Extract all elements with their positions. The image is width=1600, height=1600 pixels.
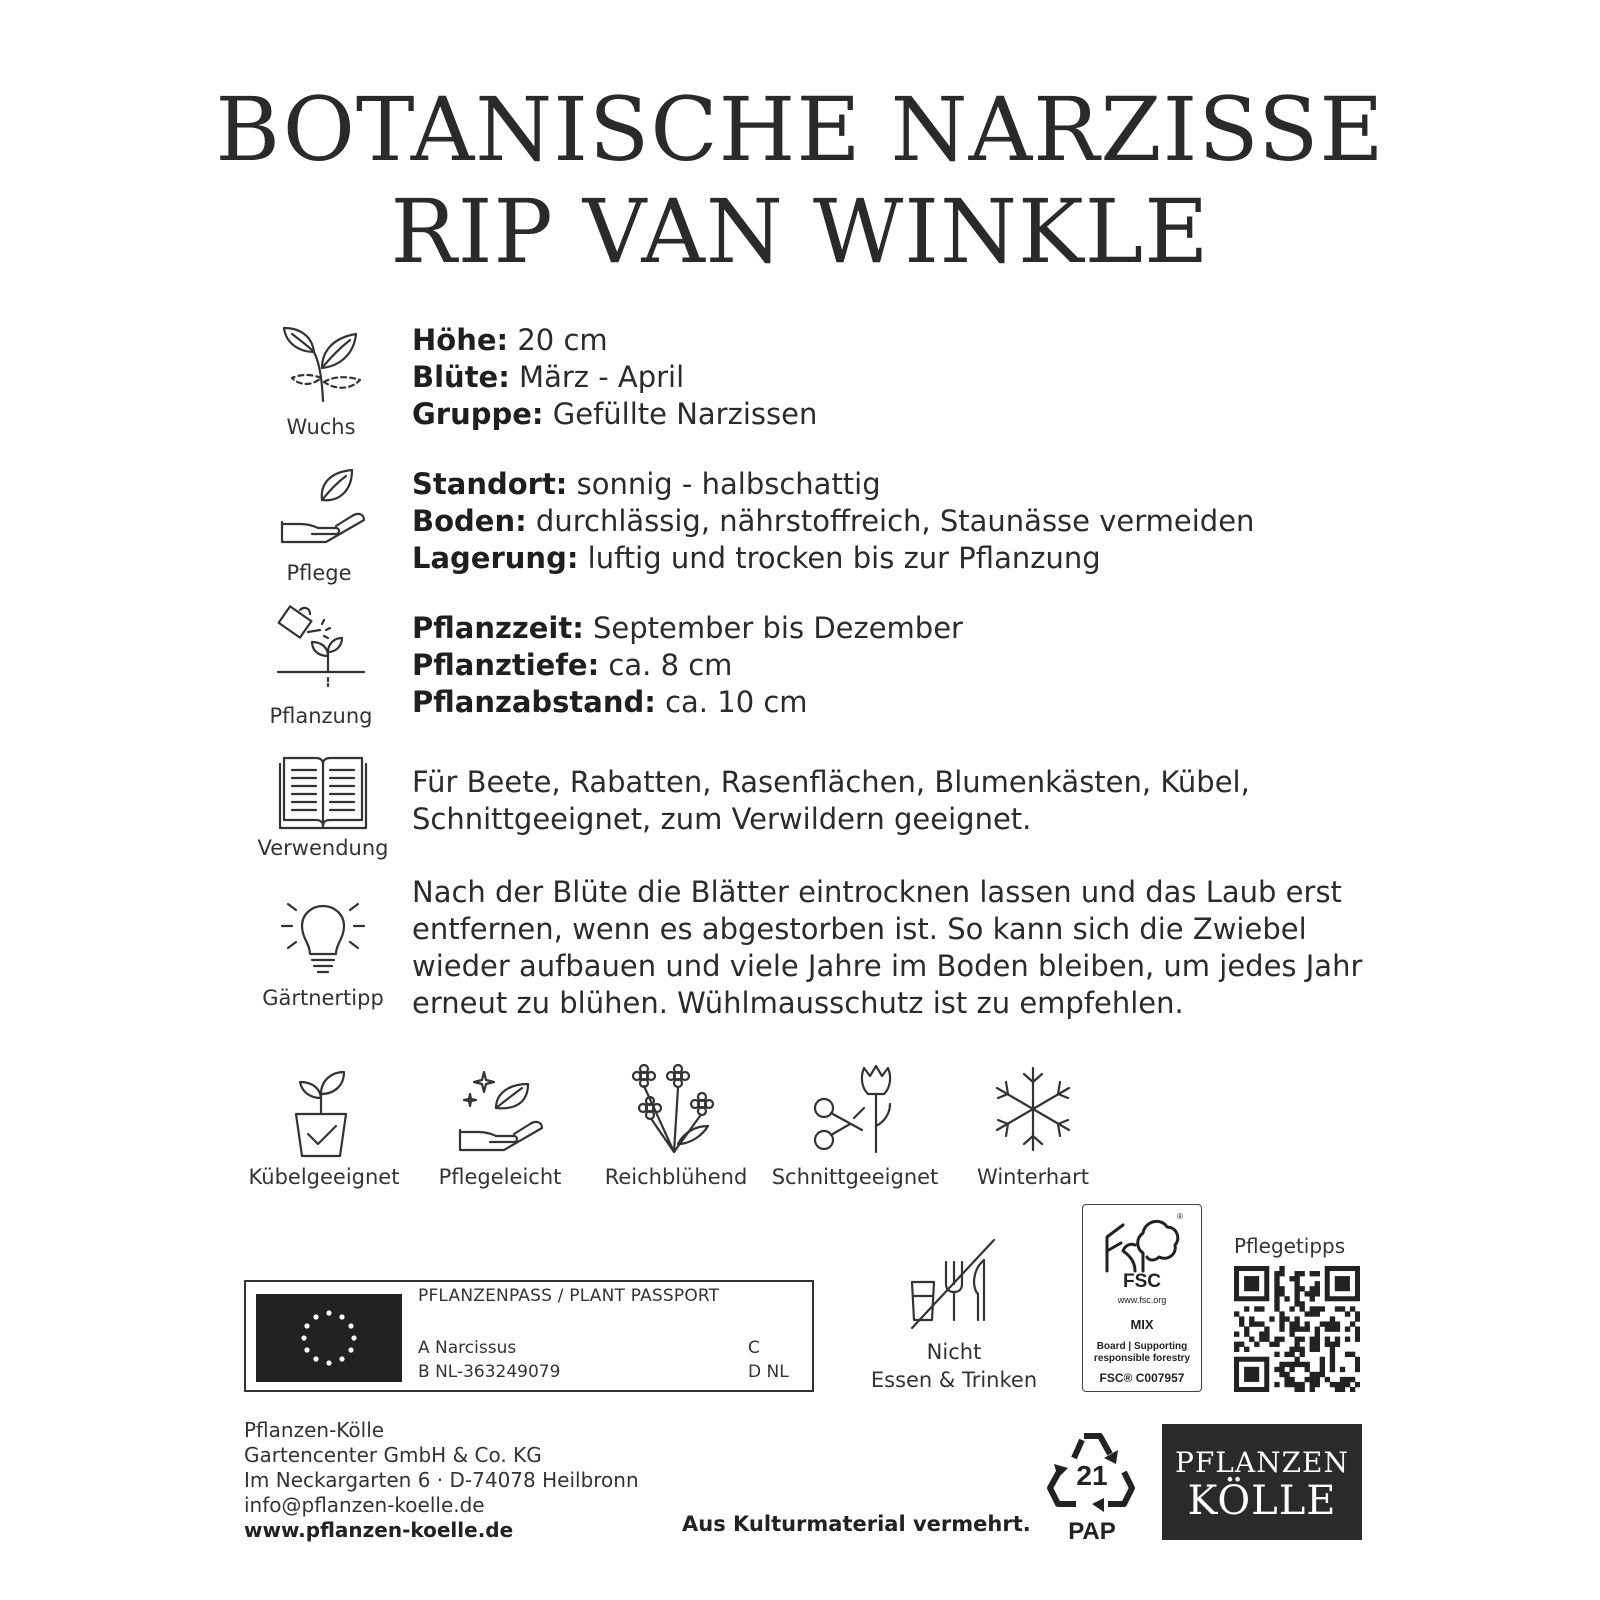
address-line: Im Neckargarten 6 · D-74078 Heilbronn xyxy=(244,1468,639,1492)
fsc-desc2: responsible forestry xyxy=(1093,1353,1191,1364)
section-label-verwendung: Verwendung xyxy=(257,836,389,860)
verwendung-info xyxy=(412,764,1250,838)
warning-line1: Nicht xyxy=(926,1340,982,1364)
passport-heading: PFLANZENPASS / PLANT PASSPORT xyxy=(418,1286,720,1306)
svg-text:®: ® xyxy=(1177,1212,1183,1221)
section-label-gaertnertipp: Gärtnertipp xyxy=(262,986,384,1010)
address-line: Pflanzen-Kölle xyxy=(244,1418,385,1442)
qr-label: Pflegetipps xyxy=(1234,1234,1346,1258)
product-title-line2: RIP VAN WINKLE xyxy=(390,180,1210,283)
potted-plant-check-icon xyxy=(276,1068,366,1158)
address-email[interactable]: info@pflanzen-koelle.de xyxy=(244,1493,485,1517)
fsc-mix: MIX xyxy=(1130,1317,1154,1332)
scissors-tulip-icon xyxy=(810,1064,900,1154)
fsc-url: www.fsc.org xyxy=(1117,1295,1167,1305)
fsc-code: FSC® C007957 xyxy=(1099,1371,1185,1385)
fsc-name: FSC xyxy=(1123,1271,1161,1292)
feature-label: Kübelgeeignet xyxy=(248,1165,400,1189)
propagation-note: Aus Kulturmaterial vermehrt. xyxy=(682,1512,1031,1536)
recycling-number: 21 xyxy=(1076,1460,1108,1491)
section-label-pflege: Pflege xyxy=(286,561,352,585)
info-row-lagerung: Lagerung: luftig und trocken bis zur Pflanzung xyxy=(412,541,1101,575)
feature-label: Reichblühend xyxy=(604,1165,748,1189)
gaertnertipp-info xyxy=(412,874,1362,1022)
plant-growth-icon xyxy=(278,316,368,406)
feature-label: Pflegeleicht xyxy=(438,1165,562,1189)
company-address xyxy=(244,1418,639,1543)
pflege-info xyxy=(412,466,1254,577)
hand-sparkle-leaf-icon xyxy=(456,1068,546,1158)
address-website[interactable]: www.pflanzen-koelle.de xyxy=(244,1518,514,1542)
eu-flag-icon xyxy=(256,1294,402,1382)
verwendung-line: Für Beete, Rabatten, Rasenflächen, Blumenkästen, Kübel, xyxy=(412,765,1250,799)
fsc-desc1: Board | Supporting xyxy=(1096,1341,1188,1352)
flower-bouquet-icon xyxy=(630,1064,720,1154)
info-row-bluete: Blüte: März - April xyxy=(412,360,685,394)
recycling-pap-icon xyxy=(1046,1428,1138,1548)
fsc-tree-icon xyxy=(1101,1211,1185,1273)
pflanzen-koelle-logo xyxy=(1162,1424,1362,1540)
info-row-hoehe: Höhe: 20 cm xyxy=(412,323,608,357)
logo-line1: PFLANZEN xyxy=(1175,1446,1349,1479)
info-row-standort: Standort: sonnig - halbschattig xyxy=(412,467,881,501)
section-label-wuchs: Wuchs xyxy=(286,415,356,439)
gaertnertipp-line: erneut zu blühen. Wühlmausschutz ist zu empfehlen. xyxy=(412,986,1184,1020)
warning-line2: Essen & Trinken xyxy=(870,1368,1038,1392)
pflanzung-info xyxy=(412,610,963,721)
hand-leaf-icon xyxy=(278,464,368,554)
product-title-line1: BOTANISCHE NARZISSE xyxy=(215,78,1385,181)
info-row-pflanztiefe: Pflanztiefe: ca. 8 cm xyxy=(412,648,733,682)
gaertnertipp-line: entfernen, wenn es abgestorben ist. So kann sich die Zwiebel xyxy=(412,912,1307,946)
fsc-label xyxy=(1082,1204,1202,1392)
passport-field-c: C xyxy=(748,1338,760,1358)
watering-can-seedling-icon xyxy=(276,604,366,694)
light-bulb-icon xyxy=(278,894,368,984)
snowflake-icon xyxy=(988,1064,1078,1154)
section-label-pflanzung: Pflanzung xyxy=(269,704,373,728)
no-eating-drinking-icon xyxy=(906,1236,1002,1332)
feature-label: Schnittgeeignet xyxy=(771,1165,939,1189)
recycling-code: PAP xyxy=(1068,1518,1116,1545)
info-row-pflanzzeit: Pflanzzeit: September bis Dezember xyxy=(412,611,963,645)
wuchs-info xyxy=(412,322,817,433)
info-row-gruppe: Gruppe: Gefüllte Narzissen xyxy=(412,397,818,431)
open-book-icon xyxy=(278,748,368,838)
gaertnertipp-line: wieder aufbauen und viele Jahre im Boden bleiben, um jedes Jahr xyxy=(412,949,1363,983)
gaertnertipp-line: Nach der Blüte die Blätter eintrocknen lassen und das Laub erst xyxy=(412,875,1342,909)
passport-field-a: A Narcissus xyxy=(418,1338,517,1358)
passport-field-d: D NL xyxy=(748,1362,789,1382)
info-row-boden: Boden: durchlässig, nährstoffreich, Staunässe vermeiden xyxy=(412,504,1255,538)
logo-line2: KÖLLE xyxy=(1187,1478,1337,1524)
address-line: Gartencenter GmbH & Co. KG xyxy=(244,1443,542,1467)
feature-label: Winterhart xyxy=(977,1165,1089,1189)
verwendung-line: Schnittgeeignet, zum Verwildern geeignet. xyxy=(412,802,1032,836)
qr-code[interactable] xyxy=(1234,1266,1360,1392)
info-row-pflanzabstand: Pflanzabstand: ca. 10 cm xyxy=(412,685,808,719)
plant-passport xyxy=(244,1280,814,1392)
passport-field-b: B NL-363249079 xyxy=(418,1362,561,1382)
